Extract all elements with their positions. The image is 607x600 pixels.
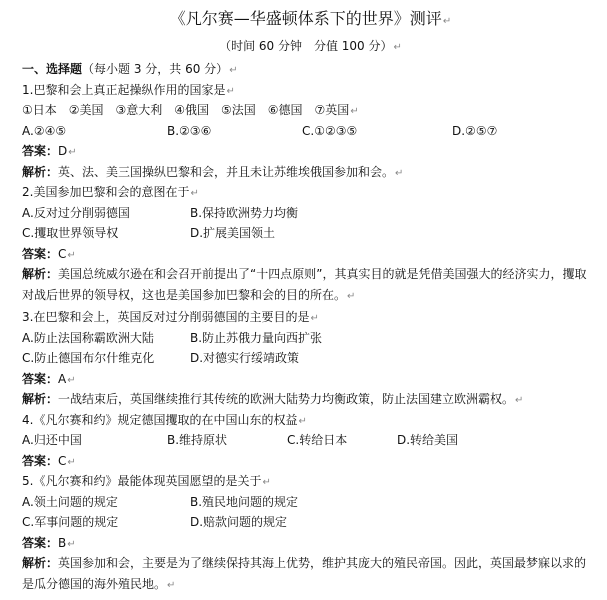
option-d: D.②⑤⑦ bbox=[452, 123, 498, 138]
option-d: D.赔款问题的规定 bbox=[190, 515, 288, 529]
option-c: C.转给日本 bbox=[287, 433, 348, 447]
question-1-list: ①日本 ②美国 ③意大利 ④俄国 ⑤法国 ⑥德国 ⑦英国↵ bbox=[22, 103, 359, 117]
question-4-options bbox=[22, 430, 599, 451]
option-c: C.防止德国布尔什维克化 bbox=[22, 351, 155, 365]
option-a: A.归还中国 bbox=[22, 433, 82, 447]
document-title: 《凡尔赛—华盛顿体系下的世界》测评↵ bbox=[169, 9, 452, 28]
question-5-stem: 5.《凡尔赛和约》最能体现英国愿望的是关于↵ bbox=[22, 474, 271, 488]
document-subtitle: （时间 60 分钟 分值 100 分）↵ bbox=[219, 39, 402, 53]
option-b: B.殖民地问题的规定 bbox=[190, 494, 299, 509]
question-1-answer: 答案：D↵ bbox=[22, 144, 77, 158]
option-b: B.维持原状 bbox=[167, 433, 228, 447]
question-5-options-row1 bbox=[22, 492, 599, 513]
option-a: A.防止法国称霸欧洲大陆 bbox=[22, 330, 154, 345]
option-b: B.保持欧洲势力均衡 bbox=[190, 205, 299, 220]
question-2-analysis: 解析：美国总统威尔逊在和会召开前提出了“十四点原则”，其真实目的就是凭借美国强大的经济实力，攫取对战后世界的领导权，这也是美国参加巴黎和会的目的所在。↵ bbox=[22, 267, 587, 302]
question-1-options bbox=[22, 121, 599, 142]
question-3-stem: 3.在巴黎和会上，英国反对过分削弱德国的主要目的是↵ bbox=[22, 310, 319, 324]
question-1-analysis: 解析：英、法、美三国操纵巴黎和会，并且未让苏维埃俄国参加和会。↵ bbox=[22, 164, 404, 179]
question-5-analysis: 解析：英国参加和会，主要是为了继续保持其海上优势，维护其庞大的殖民帝国。因此，英国最梦寐以求的是瓜分德国的海外殖民地。↵ bbox=[22, 556, 587, 591]
option-d: D.扩展美国领土 bbox=[190, 226, 276, 240]
question-2-answer: 答案：C↵ bbox=[22, 246, 76, 261]
question-2-stem: 2.美国参加巴黎和会的意图在于↵ bbox=[22, 185, 199, 199]
section-heading: 一、选择题（每小题 3 分，共 60 分）↵ bbox=[22, 62, 238, 76]
option-d: D.转给美国 bbox=[397, 433, 459, 447]
question-2-options-row2 bbox=[22, 223, 599, 244]
option-a: A.②④⑤ bbox=[22, 123, 67, 138]
question-3-options-row1 bbox=[22, 328, 599, 349]
option-d: D.对德实行绥靖政策 bbox=[190, 351, 300, 365]
question-5-answer: 答案：B↵ bbox=[22, 535, 76, 550]
option-c: C.军事问题的规定 bbox=[22, 515, 119, 529]
option-b: B.②③⑥ bbox=[167, 123, 212, 138]
option-b: B.防止苏俄力量向西扩张 bbox=[190, 330, 323, 345]
option-a: A.领土问题的规定 bbox=[22, 494, 118, 509]
option-c: C.①②③⑤ bbox=[302, 123, 358, 138]
option-c: C.攫取世界领导权 bbox=[22, 226, 119, 240]
question-4-stem: 4.《凡尔赛和约》规定德国攫取的在中国山东的权益↵ bbox=[22, 412, 307, 427]
question-3-answer: 答案：A↵ bbox=[22, 371, 76, 386]
question-4-answer: 答案：C↵ bbox=[22, 453, 76, 468]
question-1-stem: 1.巴黎和会上真正起操纵作用的国家是↵ bbox=[22, 82, 235, 97]
question-3-options-row2 bbox=[22, 348, 599, 369]
question-2-options-row1 bbox=[22, 203, 599, 224]
question-3-analysis: 解析：一战结束后，英国继续推行其传统的欧洲大陆势力均衡政策，防止法国建立欧洲霸权。↵ bbox=[22, 392, 524, 406]
option-a: A.反对过分削弱德国 bbox=[22, 205, 130, 220]
question-5-options-row2 bbox=[22, 512, 599, 533]
